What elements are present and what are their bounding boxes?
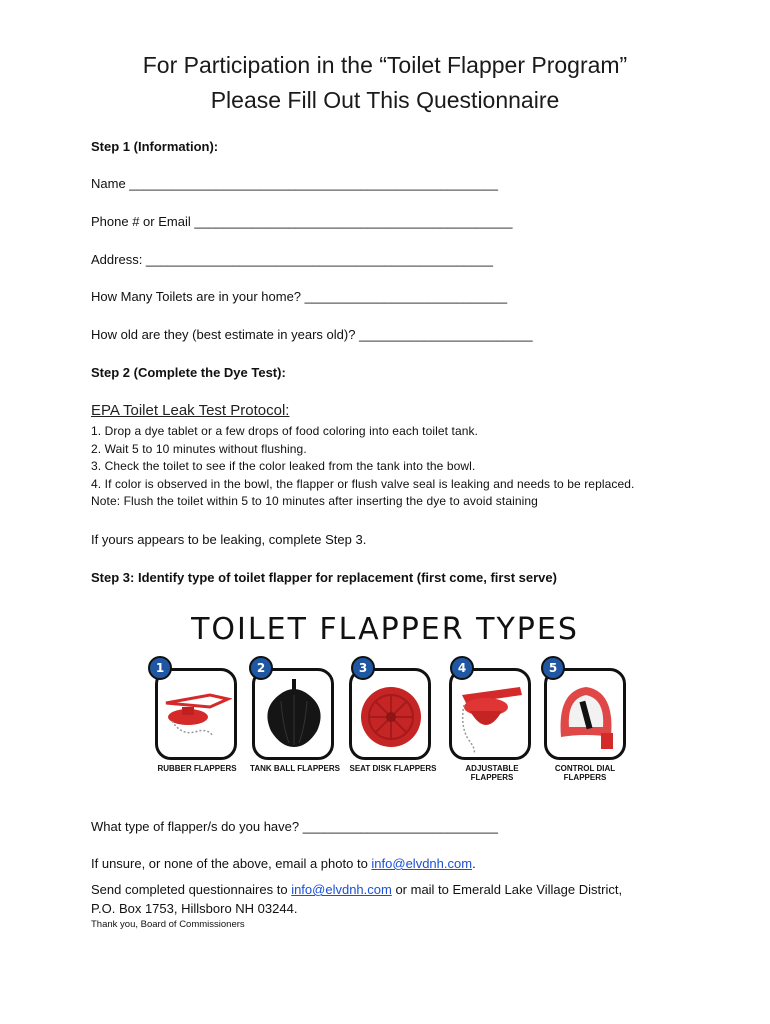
protocol-step-1: 1. Drop a dye tablet or a few drops of food coloring into each toilet tank. <box>91 424 479 438</box>
protocol-step-2: 2. Wait 5 to 10 minutes without flushing. <box>91 442 307 456</box>
address-field[interactable]: Address: ________________________________________________ <box>91 252 493 267</box>
name-field[interactable]: Name ___________________________________________________ <box>91 176 499 191</box>
caption-rubber: RUBBER FLAPPERS <box>157 764 237 773</box>
flapper-card-control-dial <box>544 668 626 760</box>
step1-heading: Step 1 (Information): <box>91 139 219 154</box>
protocol-note: Note: Flush the toilet within 5 to 10 minutes after inserting the dye to avoid staining <box>91 494 538 508</box>
email-link-2[interactable]: info@elvdnh.com <box>291 882 392 897</box>
adjustable-flapper-icon <box>456 677 526 755</box>
caption-adjustable: ADJUSTABLE FLAPPERS <box>465 764 519 782</box>
leak-note: If yours appears to be leaking, complete Step 3. <box>91 532 367 547</box>
flapper-card-tank-ball <box>252 668 334 760</box>
type-number-3: 3 <box>351 656 375 680</box>
unsure-text: If unsure, or none of the above, email a photo to <box>91 856 372 871</box>
toilet-count-field[interactable]: How Many Toilets are in your home? ____________________________ <box>91 289 508 304</box>
type-number-4: 4 <box>450 656 474 680</box>
title-line-1: For Participation in the “Toilet Flapper Program” <box>142 52 628 78</box>
flapper-types-title: TOILET FLAPPER TYPES <box>191 612 579 647</box>
type-number-5: 5 <box>541 656 565 680</box>
epa-protocol-title: EPA Toilet Leak Test Protocol: <box>91 402 290 419</box>
title-line-2: Please Fill Out This Questionnaire <box>210 87 560 113</box>
mailing-address: P.O. Box 1753, Hillsboro NH 03244. <box>91 901 298 916</box>
tank-ball-flapper-icon <box>259 677 329 755</box>
flapper-type-field[interactable]: What type of flapper/s do you have? ___________________________ <box>91 819 498 834</box>
step3-heading: Step 3: Identify type of toilet flapper for replacement (first come, first serve) <box>91 570 557 585</box>
toilet-age-field[interactable]: How old are they (best estimate in years old)? ________________________ <box>91 327 533 342</box>
send-text-post: or mail to Emerald Lake Village District, <box>391 882 623 897</box>
thanks-note: Thank you, Board of Commissioners <box>91 919 245 930</box>
control-dial-flapper-icon <box>551 677 621 755</box>
type-number-2: 2 <box>249 656 273 680</box>
protocol-step-3: 3. Check the toilet to see if the color leaked from the tank into the bowl. <box>91 459 476 473</box>
flapper-card-adjustable <box>449 668 531 760</box>
email-link-1[interactable]: info@elvdnh.com <box>371 856 473 871</box>
send-line <box>91 882 622 897</box>
flapper-card-rubber <box>155 668 237 760</box>
caption-tank-ball: TANK BALL FLAPPERS <box>250 764 340 773</box>
caption-seat-disk: SEAT DISK FLAPPERS <box>349 764 437 773</box>
seat-disk-flapper-icon <box>356 677 426 755</box>
phone-email-field[interactable]: Phone # or Email ____________________________________________ <box>91 214 513 229</box>
type-number-1: 1 <box>148 656 172 680</box>
unsure-period: . <box>472 856 476 871</box>
flapper-card-seat-disk <box>349 668 431 760</box>
step2-heading: Step 2 (Complete the Dye Test): <box>91 365 286 380</box>
caption-control-dial: CONTROL DIAL FLAPPERS <box>554 764 616 782</box>
protocol-step-4: 4. If color is observed in the bowl, the flapper or flush valve seal is leaking and needs to be replaced. <box>91 477 635 491</box>
rubber-flapper-icon <box>162 677 232 755</box>
unsure-line <box>91 856 476 871</box>
send-text: Send completed questionnaires to <box>91 882 292 897</box>
